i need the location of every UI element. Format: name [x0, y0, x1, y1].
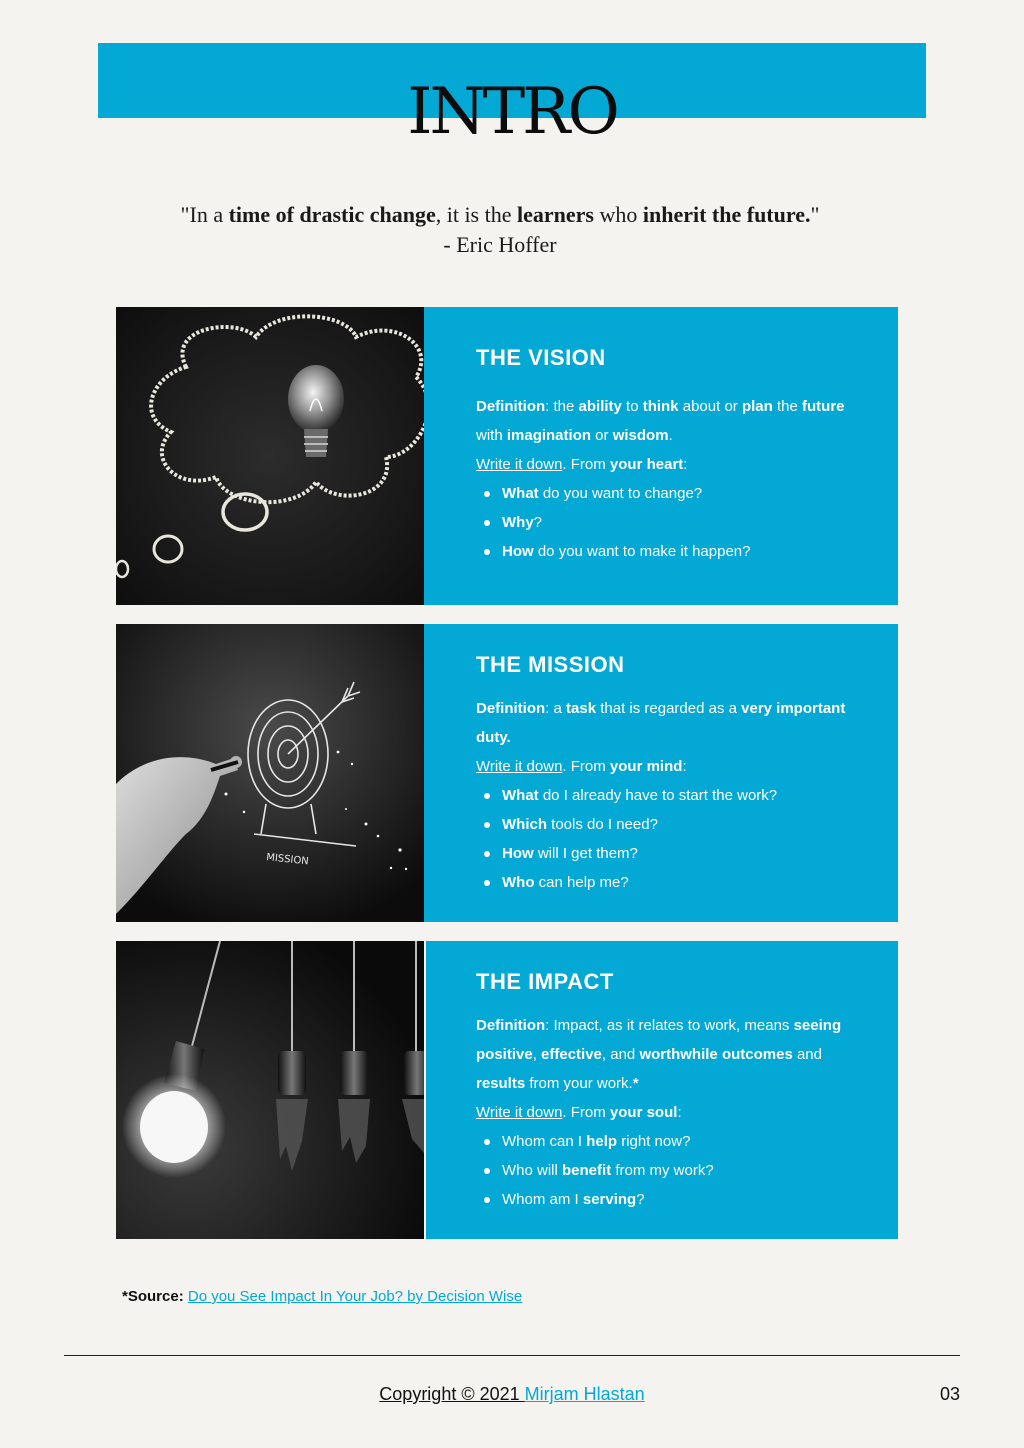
footer-divider [64, 1355, 960, 1356]
lightbulb-thought-cloud-image [116, 307, 424, 605]
source-link[interactable]: Do you See Impact In Your Job? by Decision Wise [187, 1288, 523, 1305]
vision-body [476, 392, 856, 566]
impact-body [476, 1011, 856, 1214]
vision-definition: Definition: the ability to think about or plan the future with imagination or wisdom. [476, 398, 845, 444]
impact-heading: THE IMPACT [476, 969, 614, 994]
page-title: INTRO [407, 75, 617, 149]
write-it-down-link[interactable]: Write it down [476, 758, 563, 775]
vision-card [116, 307, 898, 605]
source-note [122, 1288, 522, 1305]
list-item: Who can help me? [502, 868, 856, 897]
quote-text: "In a time of drastic change, it is the learners who inherit the future." [180, 202, 820, 227]
hand-drawing-target-image [116, 624, 424, 922]
footer-copyright [0, 1384, 1024, 1405]
impact-card [116, 941, 898, 1239]
mission-panel [424, 624, 898, 922]
list-item: What do I already have to start the work? [502, 781, 856, 810]
hanging-lightbulbs-image [116, 941, 424, 1239]
author-link[interactable]: Mirjam Hlastan [524, 1384, 645, 1404]
mission-definition: Definition: a task that is regarded as a very important duty. [476, 700, 846, 746]
mission-list [476, 781, 856, 897]
vision-heading: THE VISION [476, 345, 606, 370]
vision-write-line: Write it down. From your heart: [476, 456, 688, 473]
list-item: How will I get them? [502, 839, 856, 868]
write-it-down-link[interactable]: Write it down [476, 1104, 563, 1121]
vision-list [476, 479, 856, 566]
write-it-down-link[interactable]: Write it down [476, 456, 563, 473]
vision-panel [424, 307, 898, 605]
impact-panel [426, 941, 898, 1239]
quote [100, 200, 900, 260]
impact-list [476, 1127, 856, 1214]
list-item: What do you want to change? [502, 479, 856, 508]
quote-author: - Eric Hoffer [443, 232, 557, 257]
mission-image-caption: MISSION [265, 852, 310, 868]
list-item: How do you want to make it happen? [502, 537, 856, 566]
mission-body [476, 694, 856, 897]
mission-heading: THE MISSION [476, 652, 625, 677]
list-item: Who will benefit from my work? [502, 1156, 856, 1185]
list-item: Which tools do I need? [502, 810, 856, 839]
list-item: Whom am I serving? [502, 1185, 856, 1214]
list-item: Why? [502, 508, 856, 537]
impact-definition: Definition: Impact, as it relates to work, means seeing positive, effective, and worthwhile outcomes and results from your work.* [476, 1017, 842, 1092]
mission-write-line: Write it down. From your mind: [476, 758, 687, 775]
list-item: Whom can I help right now? [502, 1127, 856, 1156]
source-label: *Source: [122, 1288, 184, 1305]
impact-write-line: Write it down. From your soul: [476, 1104, 682, 1121]
mission-card [116, 624, 898, 922]
copyright-text: Copyright © 2021 [379, 1384, 525, 1404]
page-number: 03 [939, 1384, 960, 1404]
